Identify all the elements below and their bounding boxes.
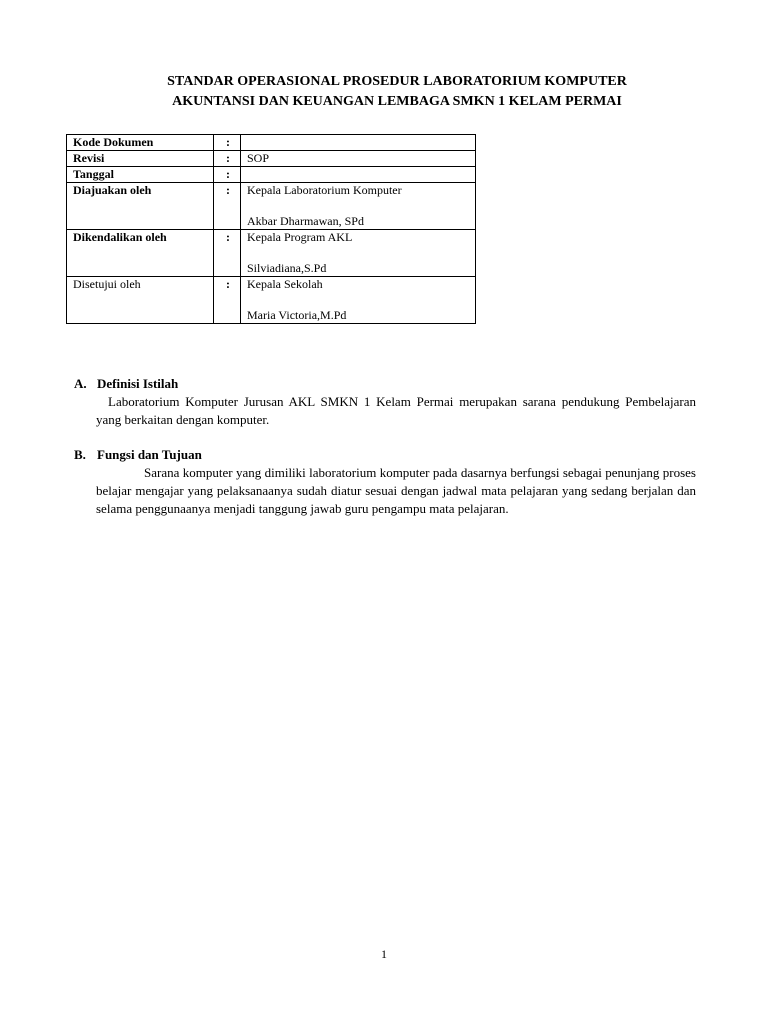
position-title: Kepala Sekolah (247, 277, 323, 291)
section-letter: B. (74, 447, 86, 462)
row-label: Diajuakan oleh (67, 183, 214, 230)
document-title-line-2: AKUNTANSI DAN KEUANGAN LEMBAGA SMKN 1 KELAM PERMAI (172, 94, 622, 109)
person-name: Akbar Dharmawan, SPd (247, 214, 364, 228)
row-value (241, 167, 476, 183)
section-heading-text: Fungsi dan Tujuan (97, 447, 202, 462)
row-value-cell (241, 277, 476, 324)
row-separator: : (214, 230, 241, 277)
document-title-line-1: STANDAR OPERASIONAL PROSEDUR LABORATORIUM KOMPUTER (167, 74, 627, 89)
section-letter: A. (74, 376, 87, 391)
section-body: Sarana komputer yang dimiliki laboratorium komputer pada dasarnya berfungsi sebagai penunjang proses belajar mengajar yang pelaksanaanya sudah diatur sesuai dengan jadwal mata pelajaran yang sedang berjalan dan selama penggunaanya menjadi tanggung jawab guru pengampu mata pelajaran. (96, 465, 696, 516)
row-value: SOP (241, 151, 476, 167)
page-number: 1 (381, 947, 387, 961)
table-row (67, 135, 476, 151)
person-name: Silviadiana,S.Pd (247, 261, 327, 275)
table-row (67, 151, 476, 167)
position-title: Kepala Laboratorium Komputer (247, 183, 402, 197)
row-separator: : (214, 167, 241, 183)
row-separator: : (214, 183, 241, 230)
document-metadata-table (66, 134, 476, 324)
row-label: Dikendalikan oleh (67, 230, 214, 277)
row-label: Disetujui oleh (67, 277, 214, 324)
row-label: Kode Dokumen (67, 135, 214, 151)
section-body: Laboratorium Komputer Jurusan AKL SMKN 1 Kelam Permai merupakan sarana pendukung Pembelajaran yang berkaitan dengan komputer. (96, 394, 696, 427)
table-row (67, 230, 476, 277)
row-value-cell (241, 183, 476, 230)
section-heading (74, 375, 696, 393)
section-heading (74, 446, 696, 464)
row-label: Revisi (67, 151, 214, 167)
person-name: Maria Victoria,M.Pd (247, 308, 347, 322)
table-row (67, 183, 476, 230)
position-title: Kepala Program AKL (247, 230, 353, 244)
row-separator: : (214, 135, 241, 151)
table-row (67, 277, 476, 324)
row-value-cell (241, 230, 476, 277)
section-heading-text: Definisi Istilah (97, 376, 179, 391)
table-row (67, 167, 476, 183)
row-label: Tanggal (67, 167, 214, 183)
row-separator: : (214, 151, 241, 167)
row-value (241, 135, 476, 151)
section-fungsi-dan-tujuan (74, 446, 696, 518)
section-definisi-istilah (74, 375, 696, 429)
row-separator: : (214, 277, 241, 324)
